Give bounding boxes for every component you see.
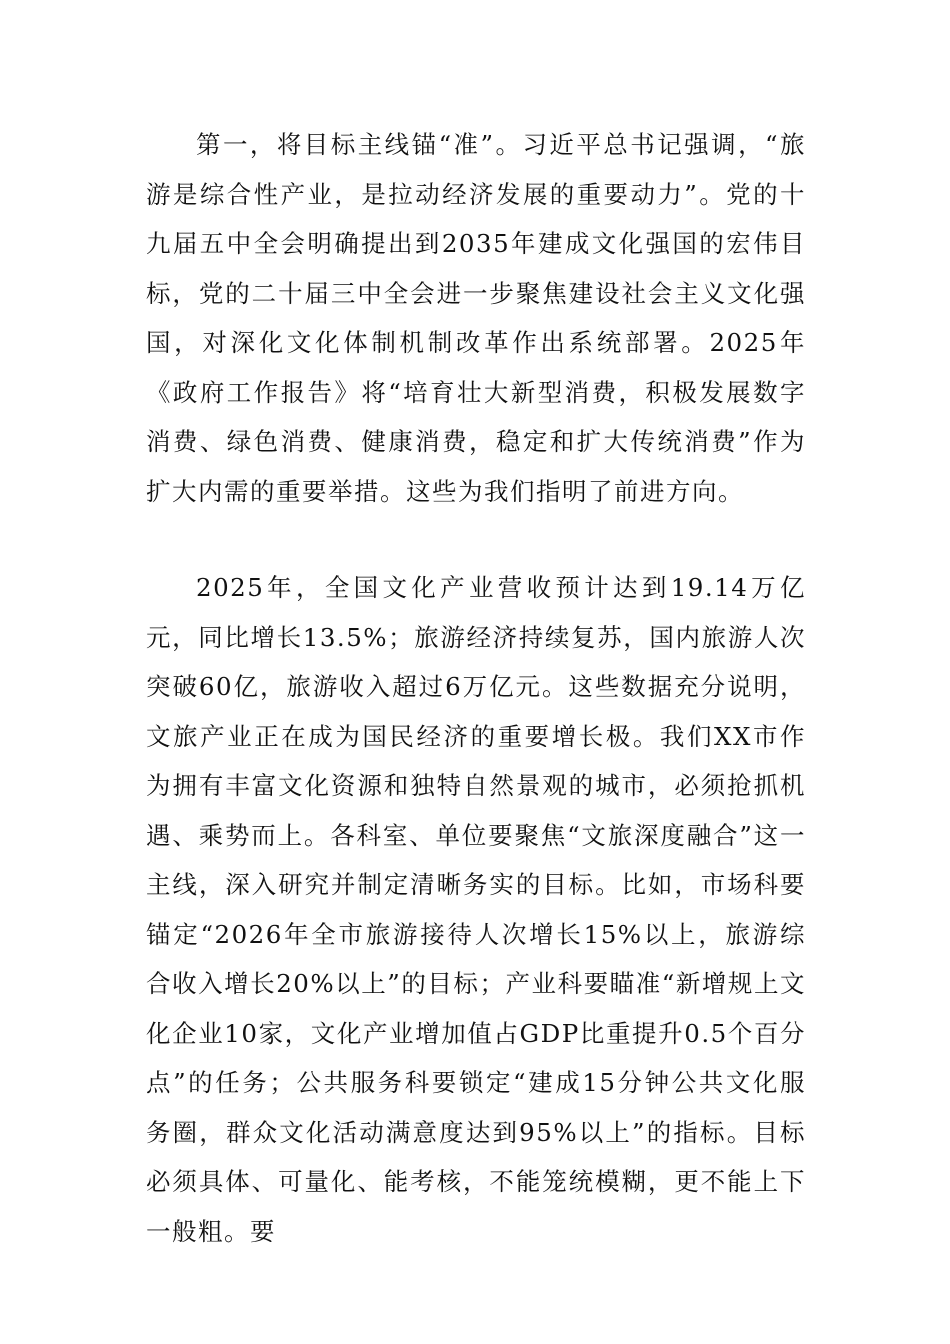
- paragraph-goal-mainline: 第一，将目标主线锚“准”。习近平总书记强调，“旅游是综合性产业，是拉动经济发展的重要动力”。党的十九届五中全会明确提出到2035年建成文化强国的宏伟目标，党的二十届三中全会进一步聚焦建设社会主义文化强国，对深化文化体制机制改革作出系统部署。2025年《政府工作报告》将“培育壮大新型消费，积极发展数字消费、绿色消费、健康消费，稳定和扩大传统消费”作为扩大内需的重要举措。这些为我们指明了前进方向。: [146, 130, 806, 506]
- paragraph-industry-data: 2025年，全国文化产业营收预计达到19.14万亿元，同比增长13.5%；旅游经济持续复苏，国内旅游人次突破60亿，旅游收入超过6万亿元。这些数据充分说明，文旅产业正在成为国民经济的重要增长极。我们XX市作为拥有丰富文化资源和独特自然景观的城市，必须抢抓机遇、乘势而上。各科室、单位要聚焦“文旅深度融合”这一主线，深入研究并制定清晰务实的目标。比如，市场科要锚定“2026年全市旅游接待人次增长15%以上，旅游综合收入增长20%以上”的目标；产业科要瞄准“新增规上文化企业10家，文化产业增加值占GDP比重提升0.5个百分点”的任务；公共服务科要锁定“建成15分钟公共文化服务圈，群众文化活动满意度达到95%以上”的指标。目标必须具体、可量化、能考核，不能笼统模糊，更不能上下一般粗。要: [146, 573, 806, 1246]
